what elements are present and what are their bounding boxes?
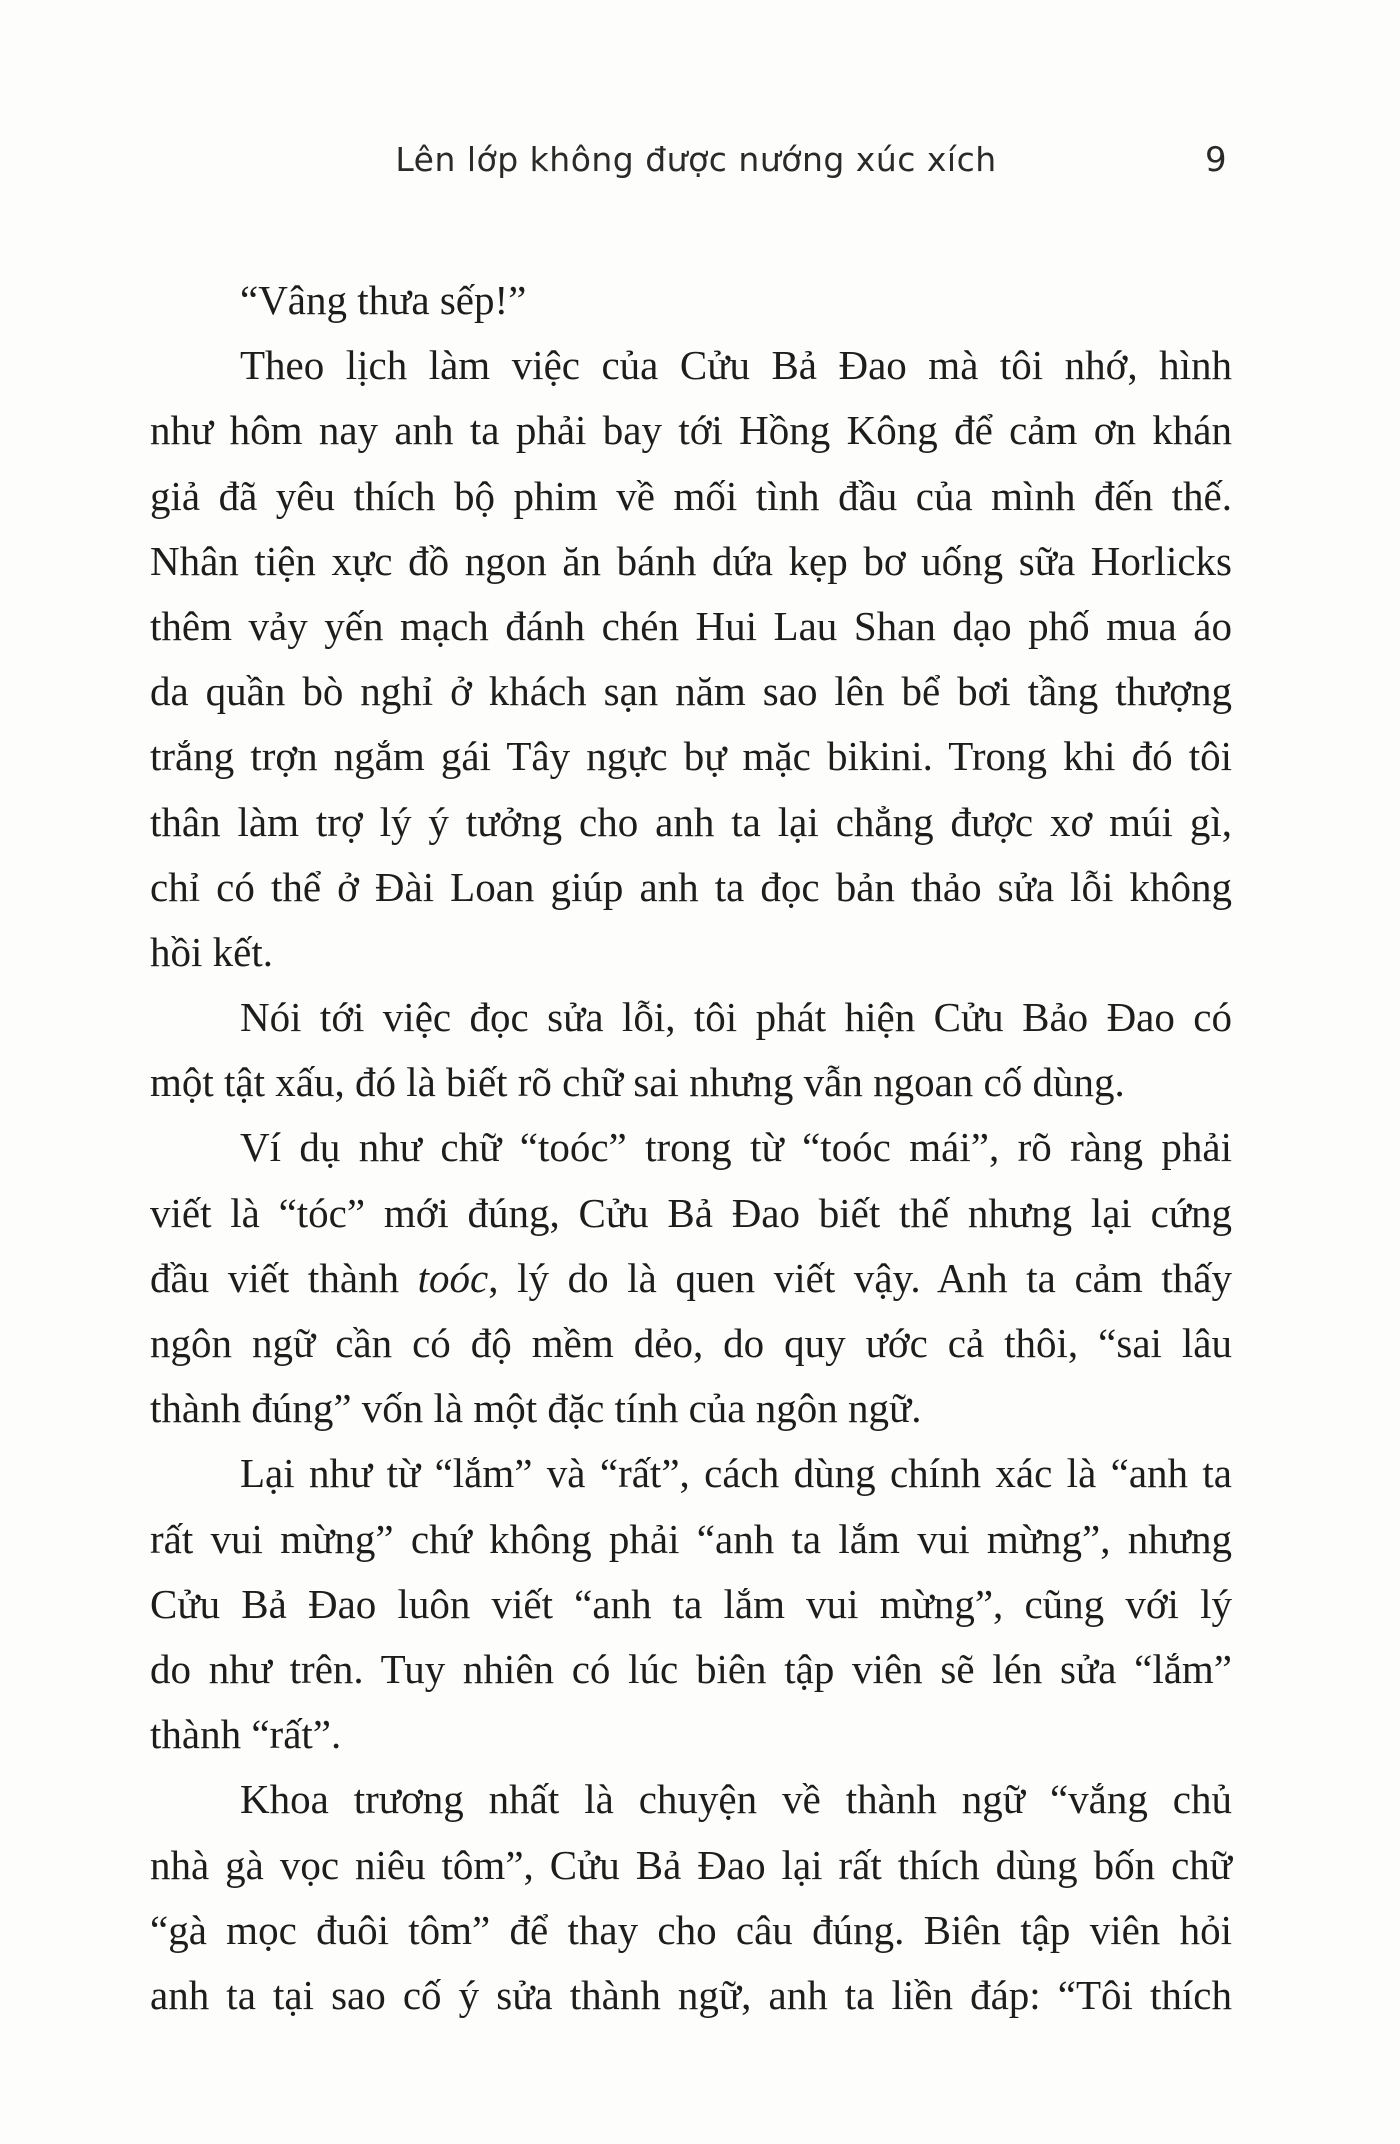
text-line: anh ta tại sao cố ý sửa thành ngữ, anh ta liền đáp: “Tôi thích <box>150 1971 1232 2018</box>
text-line: thành “rất”. <box>150 1711 342 1758</box>
text-line: Khoa trương nhất là chuyện về thành ngữ “vắng chủ <box>240 1776 1232 1823</box>
text-line: nhà gà vọc niêu tôm”, Cửu Bả Đao lại rất thích dùng bốn chữ <box>150 1841 1232 1888</box>
text-line: da quần bò nghỉ ở khách sạn năm sao lên bể bơi tầng thượng <box>150 668 1232 715</box>
text-line: trắng trợn ngắm gái Tây ngực bự mặc bikini. Trong khi đó tôi <box>150 733 1232 780</box>
text-line: Cửu Bả Đao luôn viết “anh ta lắm vui mừng”, cũng với lý <box>150 1580 1232 1627</box>
text-line: “Vâng thưa sếp!” <box>240 277 527 323</box>
text-line: thêm vảy yến mạch đánh chén Hui Lau Shan dạo phố mua áo <box>150 602 1232 649</box>
text-line: Ví dụ như chữ “toóc” trong từ “toóc mái”, rõ ràng phải <box>240 1124 1232 1171</box>
running-title: Lên lớp không được nướng xúc xích <box>395 140 997 179</box>
text-line: chỉ có thể ở Đài Loan giúp anh ta đọc bản thảo sửa lỗi không <box>150 863 1232 910</box>
text-line: ngôn ngữ cần có độ mềm dẻo, do quy ước cả thôi, “sai lâu <box>150 1320 1232 1366</box>
page-number: 9 <box>1205 140 1227 180</box>
text-line <box>150 1246 1232 1311</box>
italic-word: toóc <box>417 1254 489 1301</box>
text-line: “gà mọc đuôi tôm” để thay cho câu đúng. Biên tập viên hỏi <box>150 1906 1232 1953</box>
text-line: như hôm nay anh ta phải bay tới Hồng Kông để cảm ơn khán <box>150 407 1232 454</box>
text-line: thành đúng” vốn là một đặc tính của ngôn ngữ. <box>150 1385 922 1432</box>
text-segment: đầu viết thành <box>150 1254 418 1301</box>
body-text <box>150 268 1232 2028</box>
text-line: Nói tới việc đọc sửa lỗi, tôi phát hiện Cửu Bảo Đao có <box>240 994 1232 1041</box>
text-line: Lại như từ “lắm” và “rất”, cách dùng chính xác là “anh ta <box>240 1450 1232 1497</box>
text-line: một tật xấu, đó là biết rõ chữ sai nhưng vẫn ngoan cố dùng. <box>150 1059 1125 1106</box>
text-line: rất vui mừng” chứ không phải “anh ta lắm vui mừng”, nhưng <box>150 1515 1232 1562</box>
text-line: hồi kết. <box>150 928 273 975</box>
text-line: Nhân tiện xực đồ ngon ăn bánh dứa kẹp bơ uống sữa Horlicks <box>150 537 1232 584</box>
text-line: do như trên. Tuy nhiên có lúc biên tập viên sẽ lén sửa “lắm” <box>150 1645 1232 1692</box>
text-line: thân làm trợ lý ý tưởng cho anh ta lại chẳng được xơ múi gì, <box>150 798 1232 845</box>
page-header <box>0 132 1400 188</box>
text-segment: , lý do là quen viết vậy. Anh ta cảm thấy <box>488 1254 1232 1301</box>
text-line: giả đã yêu thích bộ phim về mối tình đầu của mình đến thế. <box>150 472 1232 519</box>
text-line: viết là “tóc” mới đúng, Cửu Bả Đao biết thế nhưng lại cứng <box>150 1189 1232 1236</box>
text-line: Theo lịch làm việc của Cửu Bả Đao mà tôi nhớ, hình <box>240 342 1232 389</box>
